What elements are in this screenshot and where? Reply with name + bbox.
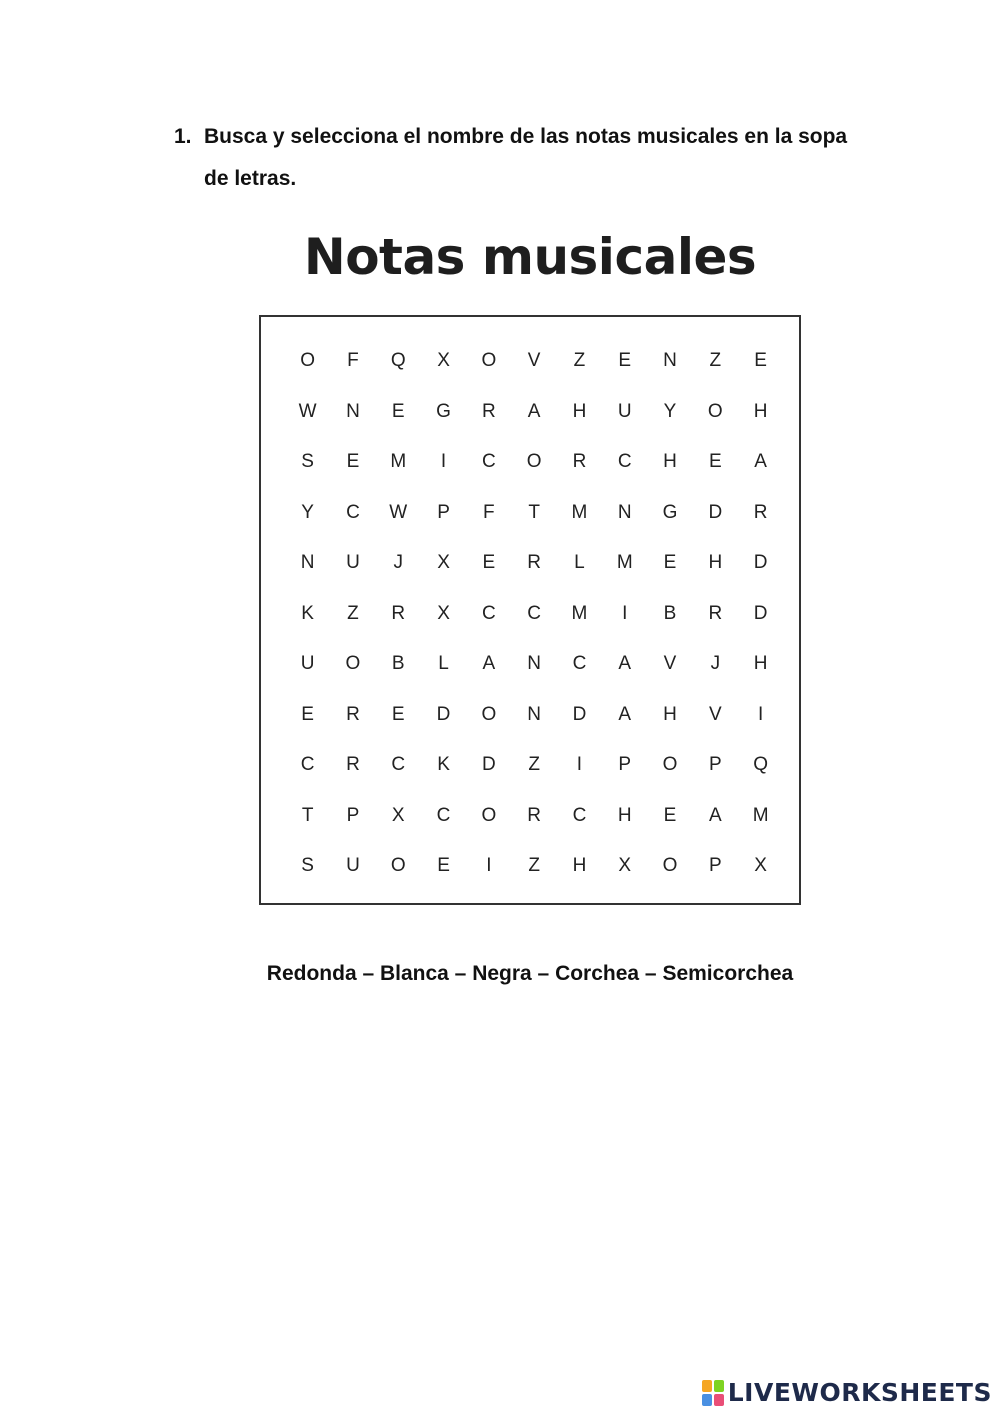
grid-letter[interactable]: W [389,501,408,523]
brand-name: LIVEWORKSHEETS [727,1378,992,1407]
grid-letter[interactable]: L [574,552,585,574]
liveworksheets-logo-icon [702,1380,724,1406]
grid-letter[interactable]: G [662,501,678,523]
grid-letter[interactable]: B [663,602,677,624]
grid-letter[interactable]: Z [347,602,359,624]
grid-letter[interactable]: R [753,501,768,523]
grid-letter[interactable]: F [347,350,359,372]
grid-letter[interactable]: P [708,754,722,776]
grid-letter[interactable]: U [346,855,360,877]
grid-letter[interactable]: D [753,602,768,624]
logo-square [702,1394,712,1406]
grid-letter[interactable]: C [617,451,632,473]
grid-letter[interactable]: I [576,754,583,776]
liveworksheets-brand [702,1378,992,1407]
logo-square [714,1394,724,1406]
grid-letter[interactable]: N [527,653,541,675]
grid-letter[interactable]: J [393,552,403,574]
grid-letter[interactable]: R [527,804,541,826]
grid-letter[interactable]: K [301,602,314,624]
grid-letter[interactable]: I [486,855,492,877]
grid-letter[interactable]: V [708,703,722,725]
instruction-text: Busca y selecciona el nombre de las notas musicales en la sopa de letras. [204,125,848,190]
grid-letter[interactable]: A [618,703,632,725]
grid-letter[interactable]: P [437,501,450,523]
grid-letter[interactable]: A [527,400,541,422]
grid-letter[interactable]: R [346,703,360,725]
logo-square [702,1380,712,1392]
grid-letter[interactable]: G [436,400,451,422]
grid-letter[interactable]: Z [528,855,540,877]
grid-letter[interactable]: Z [709,350,722,372]
grid-letter[interactable]: A [618,653,632,675]
grid-letter[interactable]: C [481,451,496,473]
grid-letter[interactable]: K [437,754,450,776]
grid-letter[interactable]: X [391,804,405,826]
grid-letter[interactable]: H [663,451,677,473]
grid-letter[interactable]: E [346,451,360,473]
grid-letter[interactable]: O [526,451,542,473]
grid-letter[interactable]: Z [528,754,540,776]
grid-letter[interactable]: E [618,350,632,372]
grid-letter[interactable]: C [572,804,587,826]
grid-letter[interactable]: O [707,400,723,422]
grid-letter[interactable]: C [300,754,315,776]
grid-letter[interactable]: O [662,855,678,877]
logo-square [714,1380,724,1392]
grid-letter[interactable]: M [390,451,407,473]
grid-letter[interactable]: I [622,602,628,624]
grid-letter[interactable]: D [572,703,587,725]
puzzle-title: Notas musicales [303,228,757,286]
grid-letter[interactable]: R [572,451,587,473]
word-list: Redonda – Blanca – Negra – Corchea – Semicorchea [266,962,794,985]
grid-letter[interactable]: O [481,804,497,826]
grid-letter[interactable]: E [663,552,677,574]
grid-letter[interactable]: N [663,350,677,372]
grid-letter[interactable]: M [616,552,633,574]
grid-letter[interactable]: B [391,653,405,675]
grid-letter[interactable]: Y [301,501,314,523]
instruction [174,116,874,200]
grid-letter[interactable]: H [708,552,723,574]
grid-letter[interactable]: J [710,653,721,675]
grid-letter[interactable]: D [753,552,768,574]
grid-letter[interactable]: C [572,653,587,675]
grid-letter[interactable]: X [437,350,450,372]
grid-letter[interactable]: U [346,552,360,574]
grid-letter[interactable]: E [708,451,722,473]
grid-letter[interactable]: H [753,653,768,675]
grid-letter[interactable]: Y [663,400,677,422]
grid-letter[interactable]: P [708,855,722,877]
grid-letter[interactable]: I [440,451,447,473]
grid-letter[interactable]: V [527,350,541,372]
grid-letter[interactable]: N [346,400,360,422]
grid-letter[interactable]: H [572,400,587,422]
grid-letter[interactable]: C [391,754,406,776]
grid-letter[interactable]: E [391,400,405,422]
grid-letter[interactable]: W [298,400,317,422]
grid-letter[interactable]: O [345,653,361,675]
grid-letter[interactable]: R [346,754,360,776]
grid-letter[interactable]: E [754,350,767,372]
grid-letter[interactable]: O [390,855,406,877]
grid-letter[interactable]: S [301,855,314,877]
grid-letter[interactable]: E [437,855,450,877]
grid-letter[interactable]: C [436,804,451,826]
grid-letter[interactable]: L [438,653,449,675]
grid-letter[interactable]: Q [390,350,406,372]
grid-letter[interactable]: T [301,804,314,826]
grid-letter[interactable]: D [481,754,496,776]
grid-letter[interactable]: H [753,400,768,422]
grid-letter[interactable]: R [391,602,406,624]
grid-letter[interactable]: F [483,501,495,523]
grid-letter[interactable]: R [708,602,723,624]
grid-letter[interactable]: O [662,754,678,776]
grid-letter[interactable]: M [571,501,588,523]
grid-letter[interactable]: H [617,804,632,826]
grid-letter[interactable]: R [527,552,541,574]
grid-letter[interactable]: P [346,804,360,826]
grid-letter[interactable]: U [617,400,632,422]
grid-letter[interactable]: E [301,703,314,725]
grid-letter[interactable]: N [527,703,541,725]
grid-letter[interactable]: D [708,501,723,523]
grid-letter[interactable]: O [481,350,497,372]
grid-letter[interactable]: U [300,653,315,675]
grid-letter[interactable]: S [301,451,314,473]
word-search-board [259,315,801,905]
grid-letter[interactable]: O [300,350,316,372]
grid-letter[interactable]: H [572,855,587,877]
grid-letter[interactable]: Q [753,754,768,776]
grid-letter[interactable]: M [571,602,588,624]
grid-letter[interactable]: A [754,451,767,473]
grid-letter[interactable]: X [437,602,450,624]
grid-letter[interactable]: D [436,703,451,725]
grid-letter[interactable]: C [346,501,360,523]
grid-letter[interactable]: M [752,804,769,826]
grid-letter[interactable]: T [528,501,540,523]
grid-letter[interactable]: C [527,602,541,624]
grid-letter[interactable]: X [618,855,632,877]
grid-letter[interactable]: E [391,703,405,725]
grid-letter[interactable]: X [437,552,450,574]
grid-letter[interactable]: O [481,703,497,725]
grid-letter[interactable]: C [481,602,496,624]
grid-letter[interactable]: N [300,552,315,574]
grid-letter[interactable]: H [663,703,677,725]
grid-letter[interactable]: P [618,754,632,776]
grid-letter[interactable]: N [617,501,632,523]
grid-letter[interactable]: X [754,855,767,877]
grid-letter[interactable]: A [482,653,496,675]
instruction-number: 1. [174,125,192,148]
grid-letter[interactable]: I [757,703,764,725]
grid-letter[interactable]: E [663,804,677,826]
grid-letter[interactable]: R [481,400,496,422]
grid-letter[interactable]: V [663,653,677,675]
grid-letter[interactable]: A [708,804,722,826]
grid-letter[interactable]: E [482,552,496,574]
word-search-grid [285,336,783,892]
grid-letter[interactable]: Z [573,350,586,372]
